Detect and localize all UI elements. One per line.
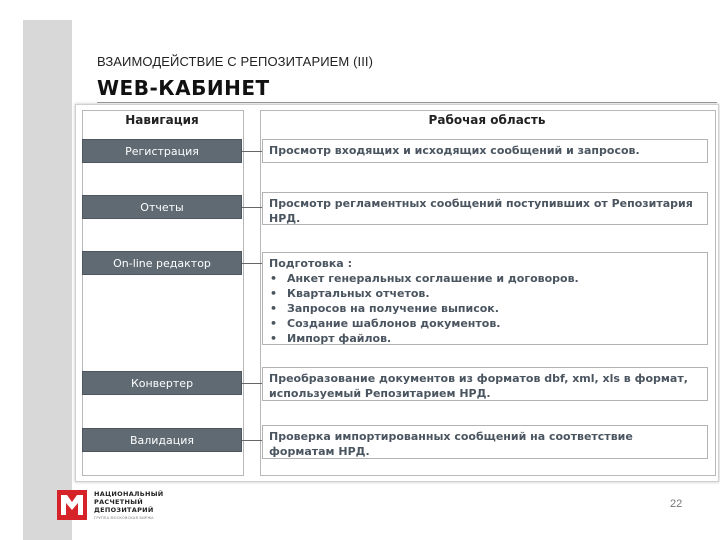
connector-online-editor [242,263,262,264]
reports-description [262,192,708,225]
bullet-item: • Квартальных отчетов. [269,286,701,301]
bullet-item: • Запросов на получение выписок. [269,301,701,316]
online-editor-description [262,252,708,345]
title-divider [97,102,717,103]
validation-description [262,425,708,459]
logo-line-1: НАЦИОНАЛЬНЫЙ [94,490,164,498]
nav-converter-button[interactable]: Конвертер [82,371,242,395]
registration-description-text: Просмотр входящих и исходящих сообщений и запросов. [269,144,640,157]
navigation-column [82,110,244,476]
connector-validation [242,440,262,441]
logo-line-2: РАСЧЕТНЫЙ [94,498,144,506]
navigation-heading: Навигация [125,113,199,127]
bullet-item: • Создание шаблонов документов. [269,316,701,331]
connector-registration [242,151,262,152]
online-editor-intro: Подготовка : [269,257,352,270]
logo-tagline: ГРУППА МОСКОВСКАЯ БИРЖА [94,516,154,520]
nsd-logo-icon [57,490,87,520]
left-decorative-bar [23,20,72,540]
registration-description [262,139,708,163]
logo-line-3: ДЕПОЗИТАРИЙ [94,506,154,514]
reports-description-text: Просмотр регламентных сообщений поступивших от Репозитария НРД. [269,197,693,225]
slide-title: WEB-КАБИНЕТ [97,76,270,100]
online-editor-bullet-list [269,271,701,346]
bullet-item: • Импорт файлов. [269,331,701,346]
nav-reports-button[interactable]: Отчеты [82,195,242,219]
nav-validation-button[interactable]: Валидация [82,428,242,452]
connector-reports [242,207,262,208]
validation-description-text: Проверка импортированных сообщений на соответствие форматам НРД. [269,430,633,458]
page-number: 22 [670,498,683,510]
workspace-heading: Рабочая область [428,113,546,127]
nav-online-editor-button[interactable]: On-line редактор [82,251,242,275]
bullet-item: • Анкет генеральных соглашение и договоров. [269,271,701,286]
converter-description [262,367,708,401]
logo-text [94,490,164,514]
converter-description-text: Преобразование документов из форматов dbf, xml, xls в формат, используемый Репозитарием НРД. [269,372,688,400]
connector-converter [242,383,262,384]
nav-registration-button[interactable]: Регистрация [82,139,242,163]
slide-subtitle: ВЗАИМОДЕЙСТВИЕ С РЕПОЗИТАРИЕМ (III) [97,54,374,69]
